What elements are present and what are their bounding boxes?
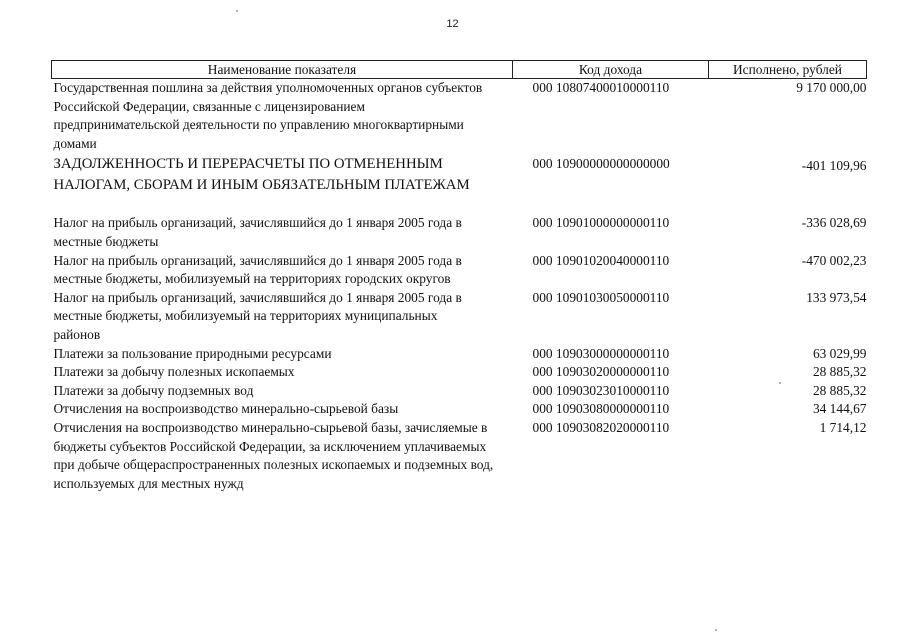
table-row bbox=[52, 79, 867, 154]
row-name bbox=[52, 252, 513, 289]
row-code: 000 10903000000000110 bbox=[532, 345, 670, 361]
table-body bbox=[52, 79, 867, 494]
row-code: 000 10901000000000110 bbox=[532, 215, 670, 231]
row-code: 000 10903020000000110 bbox=[532, 364, 670, 380]
row-name bbox=[52, 289, 513, 345]
scan-speck bbox=[715, 629, 717, 631]
table-row bbox=[52, 363, 867, 382]
row-name bbox=[52, 214, 513, 251]
revenue-table-container bbox=[51, 60, 866, 493]
table-row bbox=[52, 400, 867, 419]
header-amount: Исполнено, рублей bbox=[709, 61, 867, 79]
page-number: 12 bbox=[446, 18, 459, 30]
row-code: 000 10900000000000000 bbox=[532, 156, 670, 172]
row-name-text: Отчисления на воспроизводство минерально-сырьевой базы, зачисляемые в бюджеты субъектов Российской Федерации, за исключением уплачиваемых при добыче общераспространенных полезных ископаемых и подземных вод, используемых для местных нужд bbox=[53, 419, 494, 491]
table-row bbox=[52, 214, 867, 251]
scan-speck bbox=[236, 10, 238, 12]
row-amount: 9 170 000,00 bbox=[796, 80, 867, 95]
row-code: 000 10901030050000110 bbox=[532, 289, 670, 305]
row-name-text: Государственная пошлина за действия уполномоченных органов субъектов Российской Федерации, связанные с лицензированием предпринимательской деятельности по управлению многоквартирными домами bbox=[53, 80, 483, 151]
row-amount: -470 002,23 bbox=[801, 252, 867, 268]
header-name: Наименование показателя bbox=[52, 61, 513, 79]
row-name: Отчисления на воспроизводство минерально-сырьевой базы bbox=[53, 401, 399, 417]
header-code: Код дохода bbox=[513, 61, 709, 79]
row-name-text: Налог на прибыль организаций, зачислявшийся до 1 января 2005 года в местные бюджеты, мобилизуемый на территориях городских округов bbox=[53, 252, 462, 287]
header-row bbox=[52, 61, 867, 79]
row-amount: -336 028,69 bbox=[801, 215, 867, 231]
table-row bbox=[52, 345, 867, 364]
row-amount: 28 885,32 bbox=[812, 382, 867, 398]
row-code: 000 10903082020000110 bbox=[532, 419, 670, 435]
row-name bbox=[52, 153, 513, 214]
row-code: 000 10903023010000110 bbox=[532, 382, 670, 398]
row-name: Платежи за пользование природными ресурсами bbox=[53, 345, 332, 361]
row-amount: 133 973,54 bbox=[806, 289, 867, 305]
row-name: Платежи за добычу подземных вод bbox=[53, 382, 254, 398]
revenue-table bbox=[51, 60, 867, 493]
row-name bbox=[52, 419, 513, 493]
row-amount: -401 109,96 bbox=[801, 158, 867, 174]
row-code: 000 10903080000000110 bbox=[532, 401, 670, 417]
row-amount: 63 029,99 bbox=[812, 345, 867, 361]
row-code: 000 10901020040000110 bbox=[532, 252, 670, 268]
table-header bbox=[52, 61, 867, 79]
table-row bbox=[52, 382, 867, 401]
row-name bbox=[52, 79, 513, 154]
row-name-text: ЗАДОЛЖЕННОСТЬ И ПЕРЕРАСЧЕТЫ ПО ОТМЕНЕННЫМ НАЛОГАМ, СБОРАМ И ИНЫМ ОБЯЗАТЕЛЬНЫМ ПЛАТЕЖАМ bbox=[53, 156, 470, 194]
table-row bbox=[52, 289, 867, 345]
row-code: 000 10807400010000110 bbox=[532, 80, 670, 95]
row-name-text: Налог на прибыль организаций, зачислявшийся до 1 января 2005 года в местные бюджеты, мобилизуемый на территориях муниципальных районов bbox=[53, 289, 462, 342]
row-name: Платежи за добычу полезных ископаемых bbox=[53, 364, 295, 380]
row-amount: 28 885,32 bbox=[812, 364, 867, 380]
row-amount: 1 714,12 bbox=[819, 419, 867, 435]
row-amount: 34 144,67 bbox=[812, 401, 867, 417]
row-name-text: Налог на прибыль организаций, зачислявшийся до 1 января 2005 года в местные бюджеты bbox=[53, 215, 462, 249]
table-row bbox=[52, 252, 867, 289]
scan-speck bbox=[779, 382, 781, 384]
table-row-section bbox=[52, 153, 867, 214]
table-row bbox=[52, 419, 867, 493]
